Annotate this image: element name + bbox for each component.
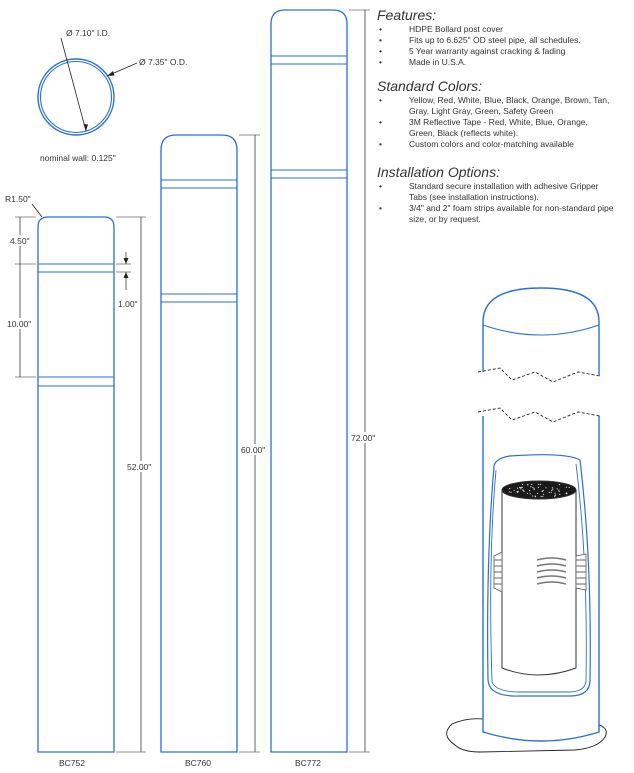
bc772-height: 72.00" <box>351 433 376 443</box>
speckle-dot <box>517 488 518 489</box>
speckle-dot <box>549 492 550 493</box>
cover-bc752 <box>5 194 156 768</box>
speckle-dot <box>537 493 538 494</box>
colors-bullet: • <box>379 117 382 127</box>
features-bullet: • <box>379 57 382 67</box>
id-leader-line <box>61 38 86 131</box>
colors-bullet: • <box>379 139 382 149</box>
colors-item-line: Gray, Light Gray, Green, Safety Green <box>409 106 554 116</box>
speckle-dot <box>510 492 511 493</box>
speckle-dot <box>514 490 515 491</box>
speckle-dot <box>532 495 533 496</box>
installed-illustration <box>447 288 607 752</box>
speckle-dot <box>542 491 543 492</box>
bc772-model: BC772 <box>295 758 321 768</box>
speckle-dot <box>520 488 521 489</box>
features-item-line: HDPE Bollard post cover <box>409 24 504 34</box>
od-arrowhead <box>107 71 115 76</box>
speckle-dot <box>530 486 531 487</box>
speckle-dot <box>554 496 555 497</box>
steel-pipe <box>502 490 576 675</box>
cover-bc772 <box>271 10 380 768</box>
speckle-dot <box>531 484 532 485</box>
speckle-dot <box>522 487 523 488</box>
speckle-dot <box>527 484 528 485</box>
speckle-dot <box>545 487 546 488</box>
speckle-dot <box>554 493 555 494</box>
install-item-line: Tabs (see installation instructions). <box>409 192 539 202</box>
bc752-model: BC752 <box>59 758 85 768</box>
features-item-line: Made in U.S.A. <box>409 57 467 67</box>
features-item-line: 5 Year warranty against cracking & fading <box>409 46 566 56</box>
band-gap-dim: 10.00" <box>7 319 32 329</box>
colors-item-line: Custom colors and color-matching available <box>409 139 574 149</box>
outer-diameter-circle <box>38 59 114 135</box>
speckle-dot <box>519 487 520 488</box>
top-band-dim: 4.50" <box>10 236 30 246</box>
install-item-line: size, or by request. <box>409 214 481 224</box>
install-title: Installation Options: <box>377 164 500 180</box>
speckle-dot <box>552 489 553 490</box>
speckle-dot <box>522 484 523 485</box>
speckle-dot <box>543 494 544 495</box>
bc760-model: BC760 <box>185 758 211 768</box>
bc752-height: 52.00" <box>127 462 152 472</box>
features-list <box>379 24 581 67</box>
speckle-dot <box>557 488 558 489</box>
speckle-dot <box>540 484 541 485</box>
features-title: Features: <box>377 7 437 23</box>
install-item-line: Standard secure installation with adhesive Gripper <box>409 181 599 191</box>
install-item-line: 3/4" and 2" foam strips available for non-standard pipe <box>409 203 614 213</box>
speckle-dot <box>533 488 534 489</box>
colors-bullet: • <box>379 95 382 105</box>
spec-block <box>377 7 614 224</box>
speckle-dot <box>566 493 567 494</box>
speckle-dot <box>542 496 543 497</box>
speckle-dot <box>569 487 570 488</box>
bc752-outline <box>38 217 114 752</box>
radius-label: R1.50" <box>5 194 31 204</box>
speckle-dot <box>543 490 544 491</box>
radius-leader <box>32 204 42 217</box>
install-bullet: • <box>379 181 382 191</box>
colors-item-line: 3M Reflective Tape - Red, White, Blue, Orange, <box>409 117 588 127</box>
speckle-dot <box>541 496 542 497</box>
colors-title: Standard Colors: <box>377 78 483 94</box>
speckle-dot <box>518 491 519 492</box>
speckle-dot <box>530 493 531 494</box>
bc760-height: 60.00" <box>241 445 266 455</box>
features-item-line: Fits up to 6.625" OD steel pipe, all schedules. <box>409 35 581 45</box>
speckle-dot <box>527 493 528 494</box>
speckle-dot <box>559 484 560 485</box>
id-label: Ø 7.10" I.D. <box>66 28 111 38</box>
features-bullet: • <box>379 46 382 56</box>
speckle-dot <box>534 489 535 490</box>
speckle-dot <box>529 490 530 491</box>
cover-bc760 <box>161 135 270 768</box>
id-arrowhead <box>84 124 89 131</box>
speckle-dot <box>559 494 560 495</box>
speckle-dot <box>535 496 536 497</box>
cover-dome <box>483 288 599 328</box>
speckle-dot <box>538 484 539 485</box>
speckle-dot <box>555 495 556 496</box>
features-bullet: • <box>379 35 382 45</box>
colors-item-line: Green, Black (reflects white). <box>409 128 519 138</box>
speckle-dot <box>552 487 553 488</box>
speckle-dot <box>509 488 510 489</box>
od-label: Ø 7.35" O.D. <box>139 57 188 67</box>
gripper-tab-right <box>576 554 586 590</box>
speckle-dot <box>551 490 552 491</box>
cross-section <box>38 28 187 163</box>
band-width-dim: 1.00" <box>118 299 138 309</box>
speckle-dot <box>559 491 560 492</box>
gripper-tab-left <box>494 552 502 592</box>
speckle-dot <box>558 490 559 491</box>
band-width-arrow-top <box>124 258 129 264</box>
install-bullet: • <box>379 203 382 213</box>
speckle-dot <box>532 487 533 488</box>
bc772-outline <box>271 10 347 752</box>
pipe-top-opening <box>502 481 576 499</box>
speckle-dot <box>538 487 539 488</box>
features-bullet: • <box>379 24 382 34</box>
inner-diameter-circle <box>41 62 112 133</box>
colors-list <box>379 95 609 149</box>
speckle-dot <box>523 490 524 491</box>
band-width-arrow-bottom <box>124 272 129 278</box>
install-list <box>379 181 614 224</box>
wall-label: nominal wall: 0.125" <box>40 153 116 163</box>
speckle-dot <box>566 487 567 488</box>
colors-item-line: Yellow, Red, White, Blue, Black, Orange, Brown, Tan, <box>409 95 610 105</box>
speckle-dot <box>551 492 552 493</box>
bc760-outline <box>161 135 237 752</box>
speckle-dot <box>509 491 510 492</box>
